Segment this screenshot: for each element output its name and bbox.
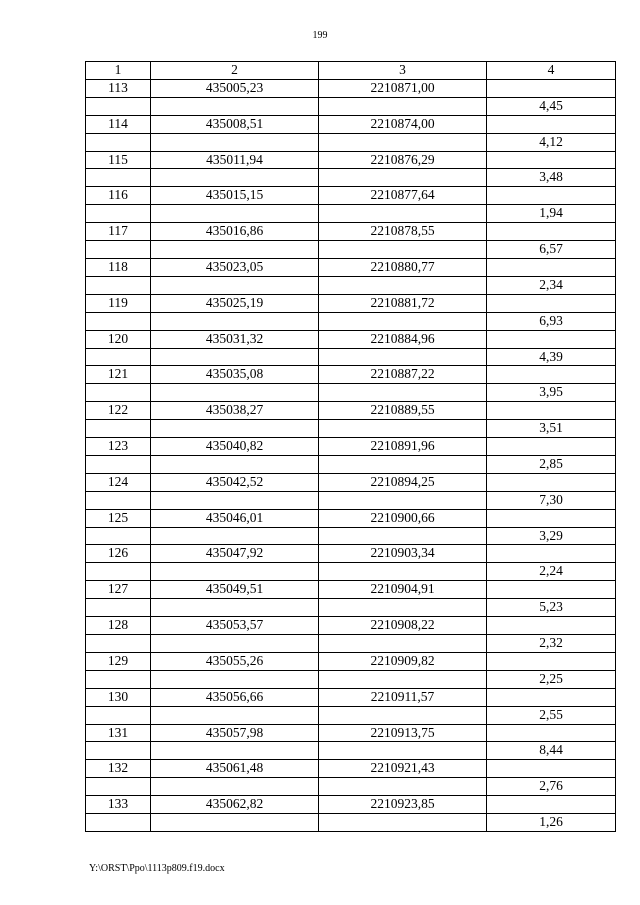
empty-cell — [319, 312, 487, 330]
empty-cell — [151, 455, 319, 473]
empty-cell — [487, 151, 616, 169]
x-coordinate-cell: 435031,32 — [151, 330, 319, 348]
table-row-point — [86, 581, 616, 599]
table-row-point — [86, 652, 616, 670]
distance-cell: 2,85 — [487, 455, 616, 473]
x-coordinate-cell: 435061,48 — [151, 760, 319, 778]
x-coordinate-cell: 435056,66 — [151, 688, 319, 706]
distance-cell: 6,93 — [487, 312, 616, 330]
table-row-distance — [86, 205, 616, 223]
x-coordinate-cell: 435055,26 — [151, 652, 319, 670]
empty-cell — [151, 491, 319, 509]
y-coordinate-cell: 2210874,00 — [319, 115, 487, 133]
table-row-distance — [86, 97, 616, 115]
empty-cell — [319, 491, 487, 509]
table-row-point — [86, 402, 616, 420]
y-coordinate-cell: 2210921,43 — [319, 760, 487, 778]
empty-cell — [86, 670, 151, 688]
table-row-point — [86, 223, 616, 241]
empty-cell — [86, 563, 151, 581]
empty-cell — [319, 276, 487, 294]
empty-cell — [151, 205, 319, 223]
distance-cell: 4,12 — [487, 133, 616, 151]
empty-cell — [151, 635, 319, 653]
point-number-cell: 115 — [86, 151, 151, 169]
y-coordinate-cell: 2210913,75 — [319, 724, 487, 742]
table-row-point — [86, 473, 616, 491]
empty-cell — [487, 545, 616, 563]
empty-cell — [319, 133, 487, 151]
empty-cell — [487, 509, 616, 527]
empty-cell — [487, 79, 616, 97]
point-number-cell: 114 — [86, 115, 151, 133]
distance-cell: 3,51 — [487, 420, 616, 438]
empty-cell — [86, 384, 151, 402]
empty-cell — [86, 599, 151, 617]
empty-cell — [86, 420, 151, 438]
empty-cell — [151, 276, 319, 294]
point-number-cell: 122 — [86, 402, 151, 420]
empty-cell — [487, 330, 616, 348]
x-coordinate-cell: 435042,52 — [151, 473, 319, 491]
empty-cell — [487, 258, 616, 276]
empty-cell — [319, 599, 487, 617]
table-row-distance — [86, 742, 616, 760]
table-row-distance — [86, 527, 616, 545]
x-coordinate-cell: 435016,86 — [151, 223, 319, 241]
column-header-2: 2 — [151, 62, 319, 80]
x-coordinate-cell: 435047,92 — [151, 545, 319, 563]
table-row-distance — [86, 384, 616, 402]
table-row-distance — [86, 455, 616, 473]
empty-cell — [487, 115, 616, 133]
table-row-distance — [86, 635, 616, 653]
empty-cell — [86, 491, 151, 509]
empty-cell — [487, 366, 616, 384]
distance-cell: 3,48 — [487, 169, 616, 187]
y-coordinate-cell: 2210908,22 — [319, 617, 487, 635]
table-row-distance — [86, 348, 616, 366]
x-coordinate-cell: 435062,82 — [151, 796, 319, 814]
empty-cell — [151, 706, 319, 724]
x-coordinate-cell: 435057,98 — [151, 724, 319, 742]
empty-cell — [487, 617, 616, 635]
x-coordinate-cell: 435038,27 — [151, 402, 319, 420]
y-coordinate-cell: 2210887,22 — [319, 366, 487, 384]
empty-cell — [319, 527, 487, 545]
y-coordinate-cell: 2210923,85 — [319, 796, 487, 814]
empty-cell — [151, 742, 319, 760]
page-number: 199 — [312, 30, 328, 41]
empty-cell — [487, 724, 616, 742]
point-number-cell: 130 — [86, 688, 151, 706]
table-row-distance — [86, 670, 616, 688]
y-coordinate-cell: 2210903,34 — [319, 545, 487, 563]
distance-cell: 2,32 — [487, 635, 616, 653]
coordinates-table — [85, 61, 616, 832]
empty-cell — [151, 599, 319, 617]
distance-cell: 3,29 — [487, 527, 616, 545]
x-coordinate-cell: 435008,51 — [151, 115, 319, 133]
point-number-cell: 113 — [86, 79, 151, 97]
empty-cell — [151, 241, 319, 259]
table-row-point — [86, 330, 616, 348]
point-number-cell: 124 — [86, 473, 151, 491]
empty-cell — [151, 778, 319, 796]
point-number-cell: 121 — [86, 366, 151, 384]
point-number-cell: 129 — [86, 652, 151, 670]
distance-cell: 4,39 — [487, 348, 616, 366]
y-coordinate-cell: 2210900,66 — [319, 509, 487, 527]
y-coordinate-cell: 2210904,91 — [319, 581, 487, 599]
distance-cell: 4,45 — [487, 97, 616, 115]
empty-cell — [319, 455, 487, 473]
empty-cell — [487, 223, 616, 241]
empty-cell — [86, 241, 151, 259]
table-header-row — [86, 62, 616, 80]
y-coordinate-cell: 2210880,77 — [319, 258, 487, 276]
table-row-point — [86, 79, 616, 97]
point-number-cell: 133 — [86, 796, 151, 814]
empty-cell — [86, 97, 151, 115]
empty-cell — [487, 760, 616, 778]
table-row-point — [86, 438, 616, 456]
empty-cell — [151, 563, 319, 581]
table-row-distance — [86, 706, 616, 724]
y-coordinate-cell: 2210911,57 — [319, 688, 487, 706]
point-number-cell: 118 — [86, 258, 151, 276]
empty-cell — [86, 635, 151, 653]
empty-cell — [319, 420, 487, 438]
empty-cell — [319, 814, 487, 832]
table-row-point — [86, 151, 616, 169]
y-coordinate-cell: 2210881,72 — [319, 294, 487, 312]
point-number-cell: 125 — [86, 509, 151, 527]
empty-cell — [151, 97, 319, 115]
column-header-3: 3 — [319, 62, 487, 80]
empty-cell — [86, 312, 151, 330]
empty-cell — [151, 420, 319, 438]
point-number-cell: 119 — [86, 294, 151, 312]
distance-cell: 1,26 — [487, 814, 616, 832]
table-row-point — [86, 760, 616, 778]
empty-cell — [86, 814, 151, 832]
empty-cell — [319, 635, 487, 653]
empty-cell — [319, 169, 487, 187]
y-coordinate-cell: 2210877,64 — [319, 187, 487, 205]
table-row-distance — [86, 491, 616, 509]
empty-cell — [86, 169, 151, 187]
table-row-distance — [86, 563, 616, 581]
column-header-1: 1 — [86, 62, 151, 80]
table-body — [86, 79, 616, 831]
distance-cell: 2,55 — [487, 706, 616, 724]
table-row-distance — [86, 241, 616, 259]
table-row-point — [86, 115, 616, 133]
y-coordinate-cell: 2210889,55 — [319, 402, 487, 420]
empty-cell — [151, 348, 319, 366]
table-row-point — [86, 724, 616, 742]
x-coordinate-cell: 435046,01 — [151, 509, 319, 527]
distance-cell: 2,25 — [487, 670, 616, 688]
table-row-distance — [86, 778, 616, 796]
table-row-point — [86, 366, 616, 384]
empty-cell — [319, 778, 487, 796]
point-number-cell: 117 — [86, 223, 151, 241]
point-number-cell: 131 — [86, 724, 151, 742]
x-coordinate-cell: 435023,05 — [151, 258, 319, 276]
distance-cell: 1,94 — [487, 205, 616, 223]
x-coordinate-cell: 435011,94 — [151, 151, 319, 169]
table-row-point — [86, 187, 616, 205]
empty-cell — [151, 384, 319, 402]
y-coordinate-cell: 2210871,00 — [319, 79, 487, 97]
distance-cell: 3,95 — [487, 384, 616, 402]
empty-cell — [86, 742, 151, 760]
empty-cell — [487, 652, 616, 670]
empty-cell — [86, 133, 151, 151]
y-coordinate-cell: 2210884,96 — [319, 330, 487, 348]
table-row-distance — [86, 276, 616, 294]
empty-cell — [86, 527, 151, 545]
empty-cell — [86, 706, 151, 724]
point-number-cell: 127 — [86, 581, 151, 599]
empty-cell — [319, 742, 487, 760]
empty-cell — [319, 205, 487, 223]
empty-cell — [319, 241, 487, 259]
empty-cell — [151, 312, 319, 330]
x-coordinate-cell: 435049,51 — [151, 581, 319, 599]
table-row-point — [86, 796, 616, 814]
y-coordinate-cell: 2210876,29 — [319, 151, 487, 169]
distance-cell: 5,23 — [487, 599, 616, 617]
empty-cell — [151, 814, 319, 832]
point-number-cell: 116 — [86, 187, 151, 205]
empty-cell — [487, 402, 616, 420]
table-row-point — [86, 617, 616, 635]
empty-cell — [487, 294, 616, 312]
empty-cell — [487, 796, 616, 814]
x-coordinate-cell: 435025,19 — [151, 294, 319, 312]
distance-cell: 2,34 — [487, 276, 616, 294]
table-row-distance — [86, 133, 616, 151]
x-coordinate-cell: 435040,82 — [151, 438, 319, 456]
empty-cell — [319, 563, 487, 581]
table-row-point — [86, 545, 616, 563]
empty-cell — [319, 384, 487, 402]
empty-cell — [319, 348, 487, 366]
point-number-cell: 123 — [86, 438, 151, 456]
y-coordinate-cell: 2210891,96 — [319, 438, 487, 456]
distance-cell: 8,44 — [487, 742, 616, 760]
point-number-cell: 120 — [86, 330, 151, 348]
table-row-distance — [86, 420, 616, 438]
x-coordinate-cell: 435053,57 — [151, 617, 319, 635]
footer-file-path: Y:\ORST\Ppo\1113p809.f19.docx — [89, 863, 225, 874]
empty-cell — [319, 97, 487, 115]
table-row-distance — [86, 312, 616, 330]
empty-cell — [487, 473, 616, 491]
y-coordinate-cell: 2210894,25 — [319, 473, 487, 491]
y-coordinate-cell: 2210909,82 — [319, 652, 487, 670]
empty-cell — [487, 581, 616, 599]
empty-cell — [86, 455, 151, 473]
x-coordinate-cell: 435005,23 — [151, 79, 319, 97]
table-row-point — [86, 258, 616, 276]
x-coordinate-cell: 435015,15 — [151, 187, 319, 205]
column-header-4: 4 — [487, 62, 616, 80]
distance-cell: 2,24 — [487, 563, 616, 581]
empty-cell — [86, 348, 151, 366]
table-row-distance — [86, 169, 616, 187]
empty-cell — [86, 778, 151, 796]
empty-cell — [487, 187, 616, 205]
empty-cell — [319, 670, 487, 688]
point-number-cell: 126 — [86, 545, 151, 563]
empty-cell — [86, 205, 151, 223]
point-number-cell: 132 — [86, 760, 151, 778]
distance-cell: 2,76 — [487, 778, 616, 796]
table-row-distance — [86, 814, 616, 832]
empty-cell — [151, 527, 319, 545]
empty-cell — [151, 670, 319, 688]
empty-cell — [487, 438, 616, 456]
empty-cell — [319, 706, 487, 724]
table-row-point — [86, 509, 616, 527]
empty-cell — [86, 276, 151, 294]
x-coordinate-cell: 435035,08 — [151, 366, 319, 384]
empty-cell — [151, 133, 319, 151]
table-row-point — [86, 294, 616, 312]
empty-cell — [151, 169, 319, 187]
distance-cell: 7,30 — [487, 491, 616, 509]
point-number-cell: 128 — [86, 617, 151, 635]
empty-cell — [487, 688, 616, 706]
table-row-distance — [86, 599, 616, 617]
y-coordinate-cell: 2210878,55 — [319, 223, 487, 241]
table-row-point — [86, 688, 616, 706]
distance-cell: 6,57 — [487, 241, 616, 259]
